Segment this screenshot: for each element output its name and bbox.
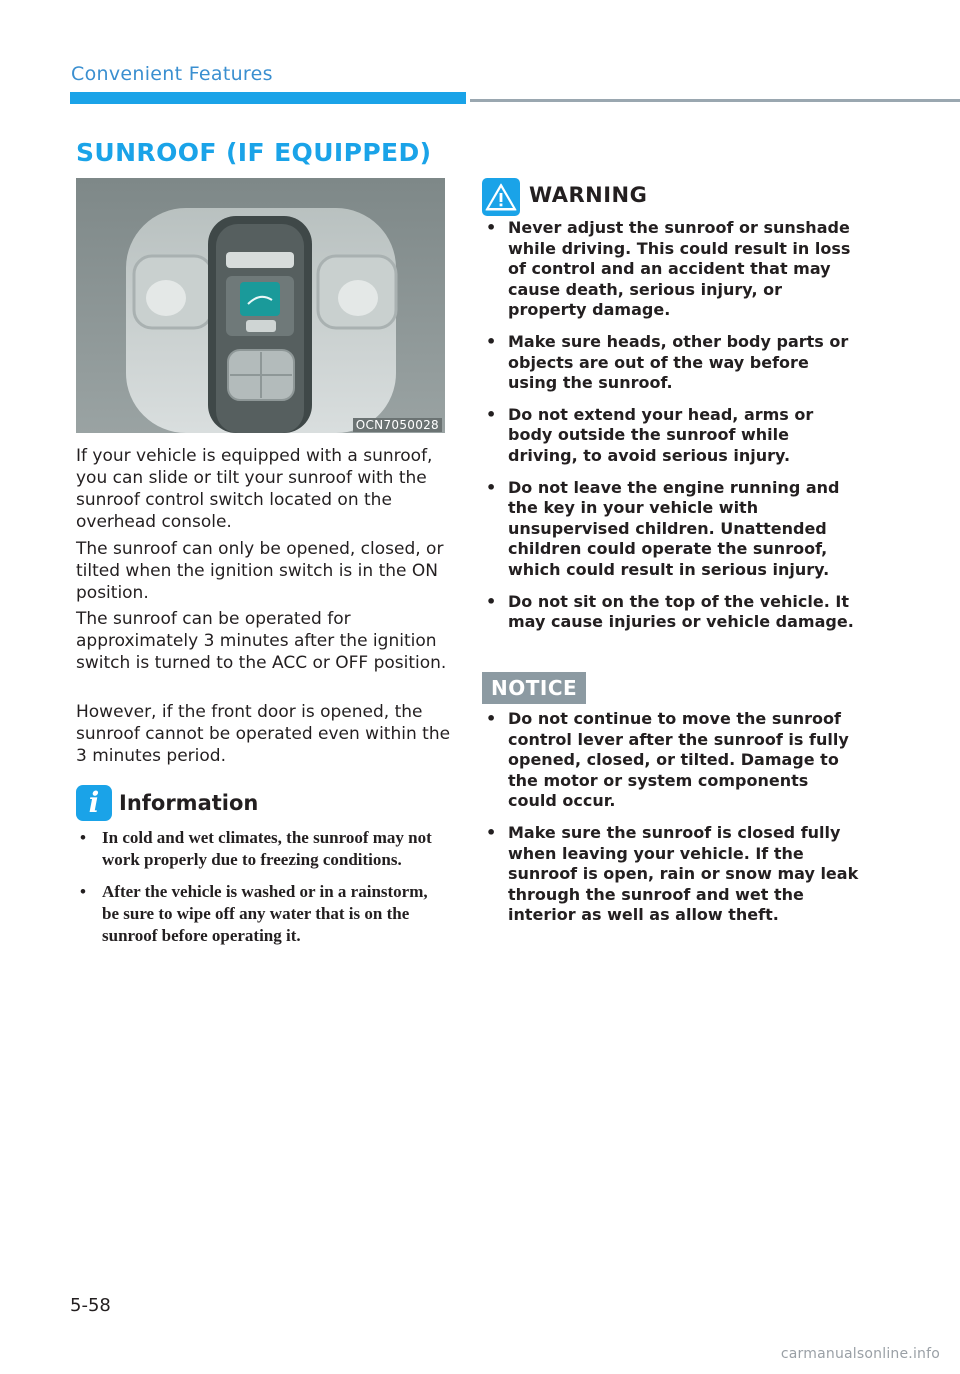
warning-item-text: Make sure heads, other body parts or objects are out of the way before using the sunroof. bbox=[508, 331, 849, 393]
overhead-console-photo bbox=[76, 178, 445, 433]
warning-item-text: Do not leave the engine running and the key in your vehicle with unsupervised children. Unattended children could operate the sunroof, which could result in serious injury. bbox=[508, 477, 840, 579]
information-list bbox=[76, 827, 446, 957]
chapter-title: Convenient Features bbox=[71, 63, 273, 85]
list-item: • Do not extend your head, arms or body outside the sunroof while driving, to avoid serious injury. bbox=[486, 404, 814, 465]
header-divider-rule bbox=[470, 99, 960, 102]
body-paragraph: However, if the front door is opened, the sunroof cannot be operated even within the 3 minutes period. bbox=[76, 702, 451, 766]
warning-triangle-icon bbox=[482, 178, 520, 216]
list-item: • Do not sit on the top of the vehicle. It may cause injuries or vehicle damage. bbox=[486, 591, 854, 632]
notice-badge: NOTICE bbox=[482, 672, 586, 704]
figure-code: OCN7050028 bbox=[353, 418, 442, 432]
notice-item-text: Make sure the sunroof is closed fully when leaving your vehicle. If the sunroof is open, rain or snow may leak through the sunroof and wet the interior as well as allow theft. bbox=[508, 822, 859, 925]
header-accent-rule bbox=[70, 92, 466, 104]
list-item: • Do not leave the engine running and the key in your vehicle with unsupervised children. Unattended children could operate the sunroof, which could result in serious injury. bbox=[486, 477, 840, 579]
information-item-text: In cold and wet climates, the sunroof may not work properly due to freezing conditions. bbox=[102, 828, 432, 869]
warning-item-text: Never adjust the sunroof or sunshade while driving. This could result in loss of control and an accident that may cause death, serious injury, or property damage. bbox=[508, 218, 851, 320]
body-paragraph: If your vehicle is equipped with a sunroof, you can slide or tilt your sunroof with the sunroof control switch located on the overhead console. bbox=[76, 446, 433, 532]
list-item: • Never adjust the sunroof or sunshade while driving. This could result in loss of control and an accident that may cause death, serious injury, or property damage. bbox=[486, 218, 851, 320]
overhead-console-illustration bbox=[76, 178, 445, 433]
warning-title: WARNING bbox=[529, 183, 648, 207]
list-item: • Make sure the sunroof is closed fully when leaving your vehicle. If the sunroof is open, rain or snow may leak through the sunroof and wet the interior as well as allow theft. bbox=[486, 822, 859, 925]
list-item: • After the vehicle is washed or in a rainstorm, be sure to wipe off any water that is on the sunroof before operating it. bbox=[80, 882, 428, 945]
list-item: • Make sure heads, other body parts or objects are out of the way before using the sunroof. bbox=[486, 331, 849, 393]
body-paragraph: The sunroof can only be opened, closed, or tilted when the ignition switch is in the ON position. bbox=[76, 539, 444, 603]
page-number: 5-58 bbox=[70, 1295, 111, 1316]
info-icon: i bbox=[76, 785, 112, 821]
information-item-text: After the vehicle is washed or in a rainstorm, be sure to wipe off any water that is on the sunroof before operating it. bbox=[102, 882, 428, 945]
list-item: • In cold and wet climates, the sunroof may not work properly due to freezing conditions. bbox=[80, 828, 432, 869]
warning-list bbox=[482, 218, 860, 644]
information-title: Information bbox=[119, 791, 259, 815]
body-paragraph: The sunroof can be operated for approximately 3 minutes after the ignition switch is turned to the ACC or OFF position. bbox=[76, 609, 447, 673]
list-item: • Do not continue to move the sunroof control lever after the sunroof is fully opened, closed, or tilted. Damage to the motor or system components could occur. bbox=[486, 709, 849, 811]
watermark: carmanualsonline.info bbox=[780, 1346, 940, 1362]
notice-item-text: Do not continue to move the sunroof control lever after the sunroof is fully opened, closed, or tilted. Damage to the motor or system components could occur. bbox=[508, 709, 849, 811]
section-title: SUNROOF (IF EQUIPPED) bbox=[76, 138, 432, 167]
warning-item-text: Do not extend your head, arms or body outside the sunroof while driving, to avoid serious injury. bbox=[508, 404, 814, 465]
warning-item-text: Do not sit on the top of the vehicle. It may cause injuries or vehicle damage. bbox=[508, 591, 854, 632]
notice-list bbox=[482, 709, 860, 937]
